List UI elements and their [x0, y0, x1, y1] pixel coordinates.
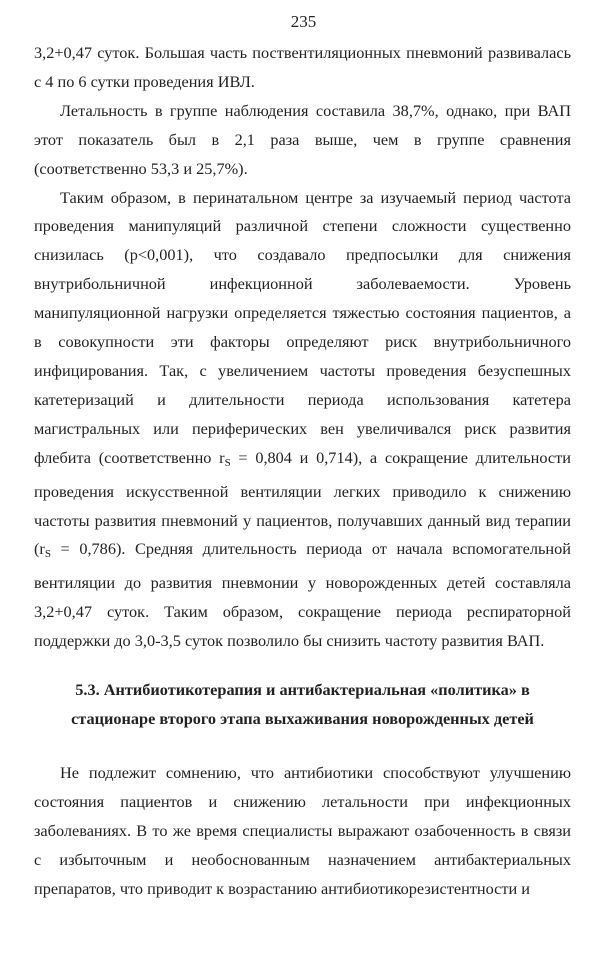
correlation-subscript: S [224, 456, 231, 469]
conclusion-text-part-2: = 0,804 и 0,714), а сокращение длительности проведения искусственной вентиляции легких приводило к снижению частоты развития пневмоний у пациентов, получавших данный вид терапии (r [34, 447, 571, 559]
section-text-block [34, 759, 571, 904]
correlation-subscript: S [44, 548, 51, 561]
conclusion-text-part-3: = 0,786). Средняя длительность периода от начала вспомогательной вентиляции до развития пневмонии у новорожденных детей составляла 3,2+0,47 суток. Таким образом, сокращение периода респираторной поддержки до 3,0-3,5 суток позволило бы снизить частоту развития ВАП. [34, 539, 571, 651]
paragraph-conclusion [34, 184, 571, 657]
main-text-block [34, 39, 571, 656]
paragraph-continuation: 3,2+0,47 суток. Большая часть поствентиляционных пневмоний развивалась с 4 по 6 сутки проведения ИВЛ. [34, 43, 571, 91]
page-number: 235 [290, 12, 317, 31]
paragraph-antibiotics: Не подлежит сомнению, что антибиотики способствуют улучшению состояния пациентов и снижению летальности при инфекционных заболеваниях. В то же время специалисты выражают озабоченность в связи с избыточным и необоснованным назначением антибактериальных препаратов, что приводит к возрастанию антибиотикорезистентности и [34, 763, 571, 898]
paragraph-mortality: Летальность в группе наблюдения составила 38,7%, однако, при ВАП этот показатель был в 2,1 раза выше, чем в группе сравнения (соответственно 53,3 и 25,7%). [34, 100, 571, 178]
section-heading [34, 675, 571, 733]
conclusion-text-part-1: Таким образом, в перинатальном центре за изучаемый период частота проведения манипуляций различной степени сложности существенно снизилась (p<0,001), что создавало предпосылки для снижения внутрибольничной инфекционной заболеваемости. Уровень манипуляционной нагрузки определяется тяжестью состояния пациентов, а в совокупности эти факторы определяют риск внутрибольничного инфицирования. Так, с увеличением частоты проведения безуспешных катетеризаций и длительности периода использования катетера магистральных или периферических вен увеличивался риск развития флебита (соответственно r [34, 187, 571, 467]
section-heading-line-2: стационаре второго этапа выхаживания новорожденных детей [71, 709, 534, 728]
section-heading-line-1: 5.3. Антибиотикотерапия и антибактериальная «политика» в [75, 680, 530, 699]
